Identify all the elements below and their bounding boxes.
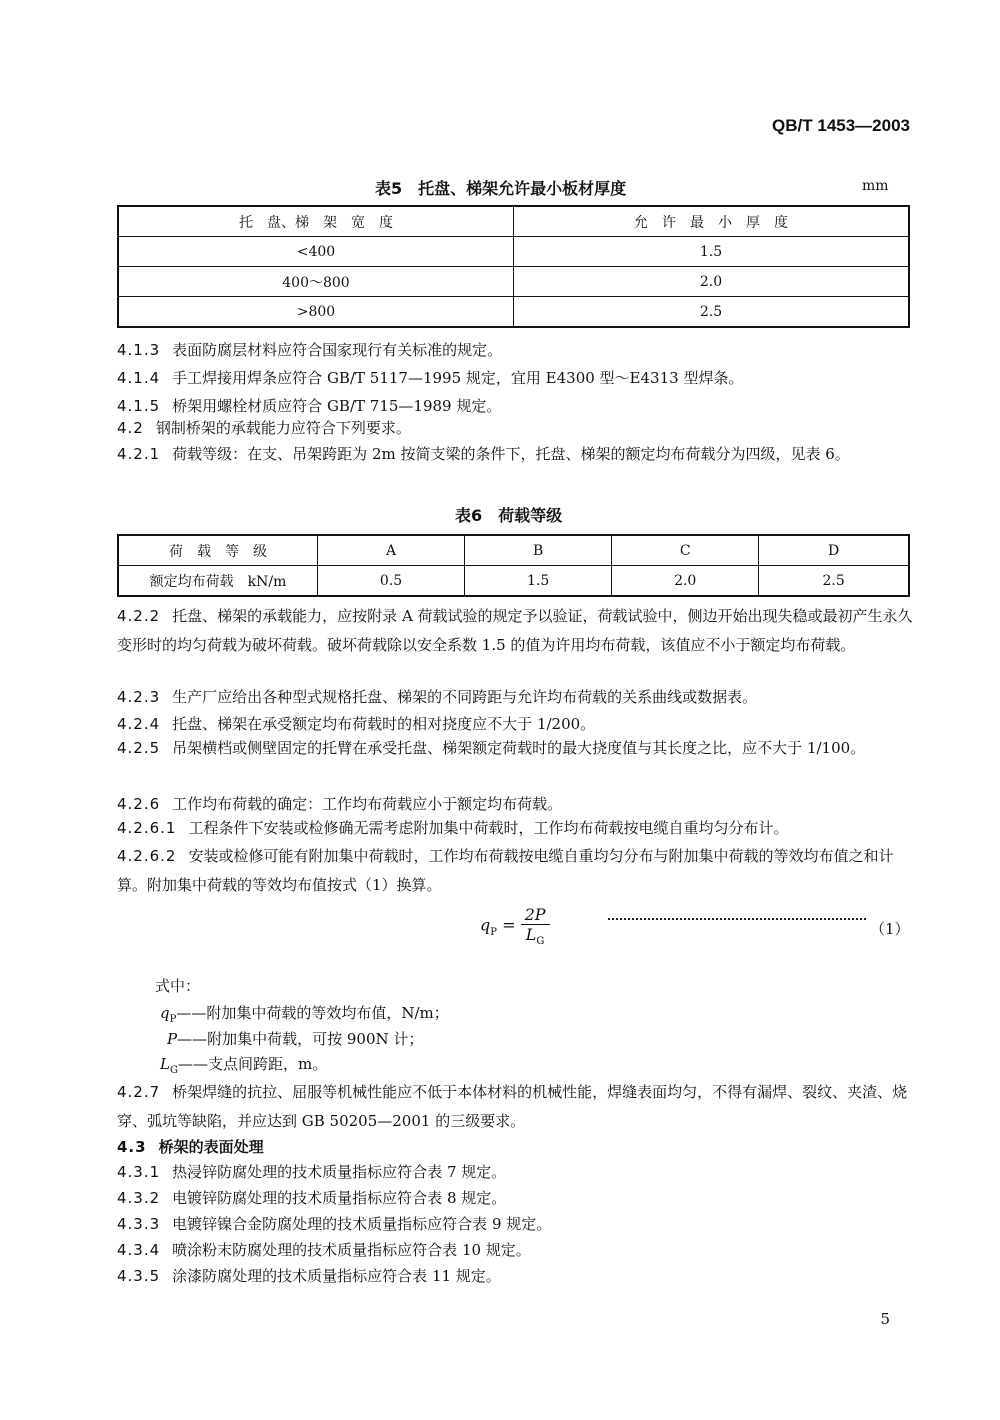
table5-caption: 表5 托盘、梯架允许最小板材厚度	[375, 179, 627, 198]
clause-4-3-1: 4.3.1 热浸锌防腐处理的技术质量指标应符合表 7 规定。	[117, 1163, 507, 1181]
clause-4-2-2: 4.2.2 托盘、梯架的承载能力，应按附录 A 荷载试验的规定予以验证，荷载试验中，侧边开始出现失稳或最初产生永久变形时的均匀荷载为破坏荷载。破坏荷载除以安全系数 1.5 的值为许用均布荷载，该值应不小于额定均布荷载。	[117, 607, 913, 654]
table6-caption: 表6 荷载等级	[455, 506, 563, 525]
table6-cell: 1.5	[465, 566, 612, 597]
formula-number: （1）	[870, 920, 910, 938]
var-p: P——附加集中荷载，可按 900N 计；	[167, 1030, 424, 1048]
clause-4-1-4: 4.1.4 手工焊接用焊条应符合 GB/T 5117—1995 规定，宜用 E4300 型～E4313 型焊条。	[117, 369, 744, 387]
clause-4-2-3: 4.2.3 生产厂应给出各种型式规格托盘、梯架的不同跨距与允许均布荷载的关系曲线或数据表。	[117, 688, 758, 706]
clause-4-2-6-2: 4.2.6.2 安装或检修可能有附加集中荷载时，工作均布荷载按电缆自重均匀分布与附加集中荷载的等效均布值之和计算。附加集中荷载的等效均布值按式（1）换算。	[117, 847, 894, 894]
table5	[117, 205, 910, 328]
table5-header-thickness: 允 许 最 小 厚 度	[514, 206, 910, 237]
table6-cell: 0.5	[318, 566, 465, 597]
clause-4-2-1: 4.2.1 荷载等级：在支、吊架跨距为 2m 按简支梁的条件下，托盘、梯架的额定均布荷载分为四级，见表 6。	[117, 445, 850, 463]
table5-cell: 1.5	[514, 237, 910, 267]
where-intro: 式中：	[155, 977, 201, 995]
clause-4-3: 4.3 桥架的表面处理	[117, 1138, 264, 1156]
table5-header-width: 托 盘、梯 架 宽 度	[118, 206, 514, 237]
clause-4-2-6: 4.2.6 工作均布荷载的确定：工作均布荷载应小于额定均布荷载。	[117, 795, 563, 813]
table6-cell: 2.0	[612, 566, 759, 597]
var-qp: $q_P——$附加集中荷载的等效均布值，N/m；	[160, 1004, 449, 1025]
clause-4-3-2: 4.3.2 电镀锌防腐处理的技术质量指标应符合表 8 规定。	[117, 1189, 507, 1207]
table5-cell: 2.0	[514, 267, 910, 297]
clause-4-2-5: 4.2.5 吊架横档或侧壁固定的托臂在承受托盘、梯架额定荷载时的最大挠度值与其长度之比，应不大于 1/100。	[117, 739, 866, 757]
table6-cell: 2.5	[759, 566, 909, 597]
table6-header-label: 荷 载 等 级	[118, 535, 318, 566]
clause-4-1-5: 4.1.5 桥架用螺栓材质应符合 GB/T 715—1989 规定。	[117, 397, 502, 415]
clause-4-2: 4.2 钢制桥架的承载能力应符合下列要求。	[117, 419, 411, 437]
formula-leader-dots	[608, 918, 866, 920]
table6	[117, 534, 910, 597]
clause-4-2-4: 4.2.4 托盘、梯架在承受额定均布荷载时的相对挠度应不大于 1/200。	[117, 715, 596, 733]
standard-number: QB/T 1453—2003	[772, 116, 910, 135]
formula-fraction: $\frac{2P}{L_G}$	[521, 905, 550, 947]
page-number: 5	[880, 1310, 890, 1328]
var-lg: $L_G——$支点间跨距，m。	[160, 1055, 328, 1076]
formula-1: $q_P$ = $\frac{2P}{L_G}$	[480, 905, 550, 947]
table5-unit: mm	[862, 178, 889, 194]
table5-cell: 400～800	[118, 267, 514, 297]
clause-4-2-6-1: 4.2.6.1 工程条件下安装或检修确无需考虑附加集中荷载时，工作均布荷载按电缆自重均匀分布计。	[117, 819, 789, 837]
table5-cell: >800	[118, 297, 514, 328]
table6-header-c: C	[612, 535, 759, 566]
clause-4-2-7: 4.2.7 桥架焊缝的抗拉、屈服等机械性能应不低于本体材料的机械性能，焊缝表面均匀，不得有漏焊、裂纹、夹渣、烧穿、弧坑等缺陷，并应达到 GB 50205—2001 的三级要求。	[117, 1083, 908, 1130]
clause-4-3-4: 4.3.4 喷涂粉末防腐处理的技术质量指标应符合表 10 规定。	[117, 1241, 531, 1259]
clause-4-1-3: 4.1.3 表面防腐层材料应符合国家现行有关标准的规定。	[117, 341, 503, 359]
table6-header-d: D	[759, 535, 909, 566]
table5-cell: 2.5	[514, 297, 910, 328]
table6-header-a: A	[318, 535, 465, 566]
table6-header-b: B	[465, 535, 612, 566]
clause-4-3-3: 4.3.3 电镀锌镍合金防腐处理的技术质量指标应符合表 9 规定。	[117, 1215, 552, 1233]
table5-cell: <400	[118, 237, 514, 267]
clause-4-3-5: 4.3.5 涂漆防腐处理的技术质量指标应符合表 11 规定。	[117, 1267, 501, 1285]
table6-row-label: 额定均布荷载 kN/m	[118, 566, 318, 597]
